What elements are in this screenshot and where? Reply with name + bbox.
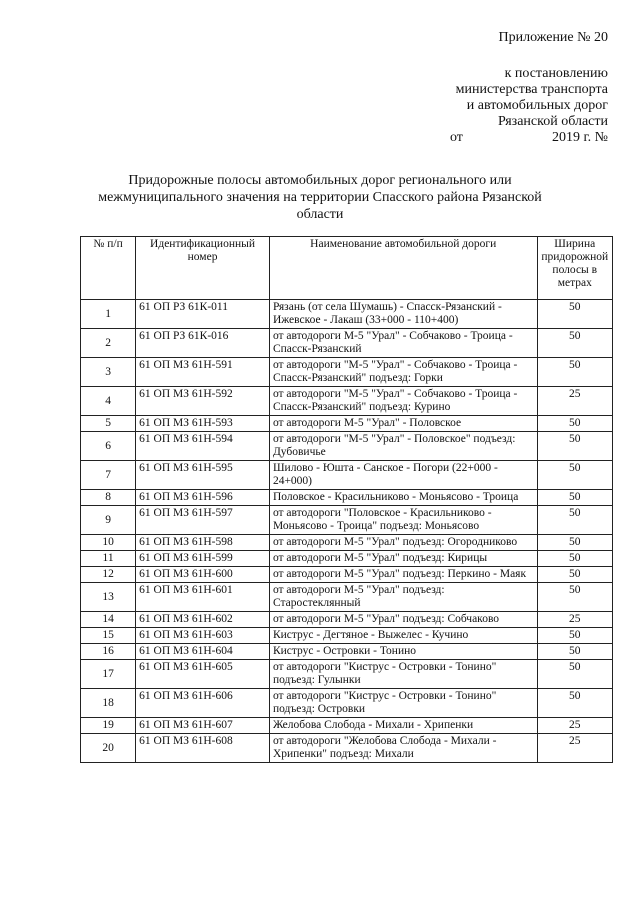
row-road-name: от автодороги "Половское - Красильниково - Моньясово - Троица" подъезд: Моньясово — [269, 506, 537, 535]
row-road-name: от автодороги "Киструс - Островки - Тонино" подъезд: Островки — [269, 689, 537, 718]
row-width: 25 — [537, 734, 612, 763]
row-number: 2 — [81, 329, 136, 358]
row-id: 61 ОП МЗ 61Н-608 — [136, 734, 270, 763]
row-width: 50 — [537, 300, 612, 329]
row-number: 6 — [81, 432, 136, 461]
row-road-name: от автодороги "М-5 "Урал" - Собчаково - Троица - Спасск-Рязанский" подъезд: Курино — [269, 387, 537, 416]
row-id: 61 ОП МЗ 61Н-603 — [136, 628, 270, 644]
row-number: 11 — [81, 551, 136, 567]
row-road-name: от автодороги М-5 "Урал" - Половское — [269, 416, 537, 432]
table-row — [81, 551, 613, 567]
row-width: 50 — [537, 432, 612, 461]
document-title: Придорожные полосы автомобильных дорог регионального или межмуниципального значения на территории Спасского района Рязанской области — [98, 173, 542, 222]
row-id: 61 ОП МЗ 61Н-602 — [136, 612, 270, 628]
row-road-name: Киструс - Дегтяное - Выжелес - Кучино — [269, 628, 537, 644]
table-row — [81, 689, 613, 718]
row-width: 50 — [537, 644, 612, 660]
row-width: 50 — [537, 551, 612, 567]
row-width: 25 — [537, 718, 612, 734]
row-road-name: от автодороги М-5 "Урал" подъезд: Перкино - Маяк — [269, 567, 537, 583]
table-row — [81, 461, 613, 490]
row-id: 61 ОП РЗ 61К-016 — [136, 329, 270, 358]
row-road-name: от автодороги "Киструс - Островки - Тонино" подъезд: Гулынки — [269, 660, 537, 689]
row-number: 13 — [81, 583, 136, 612]
row-road-name: от автодороги М-5 "Урал" подъезд: Огородниково — [269, 535, 537, 551]
resolution-date-line — [450, 130, 608, 146]
row-number: 14 — [81, 612, 136, 628]
date-prefix: от — [449, 130, 463, 145]
row-number: 4 — [81, 387, 136, 416]
resolution-line-3: и автомобильных дорог — [466, 98, 608, 113]
row-number: 18 — [81, 689, 136, 718]
roadside-strips-table — [80, 236, 613, 763]
col-header-road-name: Наименование автомобильной дороги — [269, 237, 537, 300]
row-id: 61 ОП МЗ 61Н-594 — [136, 432, 270, 461]
row-road-name: от автодороги М-5 "Урал" подъезд: Старостеклянный — [269, 583, 537, 612]
table-row — [81, 628, 613, 644]
row-id: 61 ОП МЗ 61Н-607 — [136, 718, 270, 734]
row-road-name: Шилово - Юшта - Санское - Погори (22+000 - 24+000) — [269, 461, 537, 490]
row-number: 1 — [81, 300, 136, 329]
row-road-name: от автодороги М-5 "Урал" подъезд: Кирицы — [269, 551, 537, 567]
resolution-line-4: Рязанской области — [497, 114, 608, 129]
row-width: 50 — [537, 535, 612, 551]
row-id: 61 ОП МЗ 61Н-601 — [136, 583, 270, 612]
date-suffix: 2019 г. № — [551, 130, 608, 145]
table-row — [81, 612, 613, 628]
annex-header — [450, 30, 608, 146]
table-row — [81, 387, 613, 416]
row-number: 12 — [81, 567, 136, 583]
row-width: 50 — [537, 689, 612, 718]
table-row — [81, 432, 613, 461]
annex-title: Приложение № 20 — [498, 30, 608, 45]
col-header-number: № п/п — [81, 237, 136, 300]
table-row — [81, 583, 613, 612]
row-road-name: Киструс - Островки - Тонино — [269, 644, 537, 660]
row-number: 7 — [81, 461, 136, 490]
table-row — [81, 718, 613, 734]
row-number: 16 — [81, 644, 136, 660]
row-id: 61 ОП РЗ 61К-011 — [136, 300, 270, 329]
row-number: 3 — [81, 358, 136, 387]
row-id: 61 ОП МЗ 61Н-598 — [136, 535, 270, 551]
col-header-id: Идентификационный номер — [136, 237, 270, 300]
row-id: 61 ОП МЗ 61Н-604 — [136, 644, 270, 660]
row-number: 19 — [81, 718, 136, 734]
row-id: 61 ОП МЗ 61Н-605 — [136, 660, 270, 689]
row-width: 50 — [537, 660, 612, 689]
row-road-name: от автодороги "Желобова Слобода - Михали - Хрипенки" подъезд: Михали — [269, 734, 537, 763]
row-road-name: от автодороги М-5 "Урал" - Собчаково - Троица - Спасск-Рязанский — [269, 329, 537, 358]
row-width: 50 — [537, 583, 612, 612]
row-width: 50 — [537, 567, 612, 583]
row-road-name: от автодороги "М-5 "Урал" - Собчаково - Троица - Спасск-Рязанский" подъезд: Горки — [269, 358, 537, 387]
row-width: 50 — [537, 461, 612, 490]
row-road-name: от автодороги "М-5 "Урал" - Половское" подъезд: Дубовичье — [269, 432, 537, 461]
row-id: 61 ОП МЗ 61Н-592 — [136, 387, 270, 416]
table-row — [81, 535, 613, 551]
table-row — [81, 490, 613, 506]
row-width: 50 — [537, 506, 612, 535]
row-id: 61 ОП МЗ 61Н-599 — [136, 551, 270, 567]
row-width: 50 — [537, 628, 612, 644]
table-row — [81, 567, 613, 583]
row-number: 10 — [81, 535, 136, 551]
row-id: 61 ОП МЗ 61Н-597 — [136, 506, 270, 535]
row-number: 20 — [81, 734, 136, 763]
row-width: 25 — [537, 387, 612, 416]
row-road-name: Рязань (от села Шумашь) - Спасск-Рязанский - Ижевское - Лакаш (33+000 - 110+400) — [269, 300, 537, 329]
row-number: 8 — [81, 490, 136, 506]
table-row — [81, 506, 613, 535]
row-id: 61 ОП МЗ 61Н-600 — [136, 567, 270, 583]
row-id: 61 ОП МЗ 61Н-591 — [136, 358, 270, 387]
table-row — [81, 644, 613, 660]
row-number: 15 — [81, 628, 136, 644]
row-number: 9 — [81, 506, 136, 535]
row-width: 25 — [537, 612, 612, 628]
row-width: 50 — [537, 329, 612, 358]
row-id: 61 ОП МЗ 61Н-606 — [136, 689, 270, 718]
table-body — [81, 300, 613, 763]
row-id: 61 ОП МЗ 61Н-595 — [136, 461, 270, 490]
row-id: 61 ОП МЗ 61Н-596 — [136, 490, 270, 506]
table-row — [81, 329, 613, 358]
row-width: 50 — [537, 358, 612, 387]
row-number: 17 — [81, 660, 136, 689]
table-row — [81, 734, 613, 763]
table-row — [81, 358, 613, 387]
row-road-name: от автодороги М-5 "Урал" подъезд: Собчаково — [269, 612, 537, 628]
row-road-name: Желобова Слобода - Михали - Хрипенки — [269, 718, 537, 734]
table-row — [81, 300, 613, 329]
row-id: 61 ОП МЗ 61Н-593 — [136, 416, 270, 432]
row-number: 5 — [81, 416, 136, 432]
resolution-line-1: к постановлению — [504, 66, 608, 81]
col-header-width: Ширина придорожной полосы в метрах — [537, 237, 612, 300]
row-width: 50 — [537, 416, 612, 432]
resolution-line-2: министерства транспорта — [455, 82, 608, 97]
table-header-row — [81, 237, 613, 300]
row-road-name: Половское - Красильниково - Моньясово - Троица — [269, 490, 537, 506]
row-width: 50 — [537, 490, 612, 506]
table-row — [81, 416, 613, 432]
table-row — [81, 660, 613, 689]
